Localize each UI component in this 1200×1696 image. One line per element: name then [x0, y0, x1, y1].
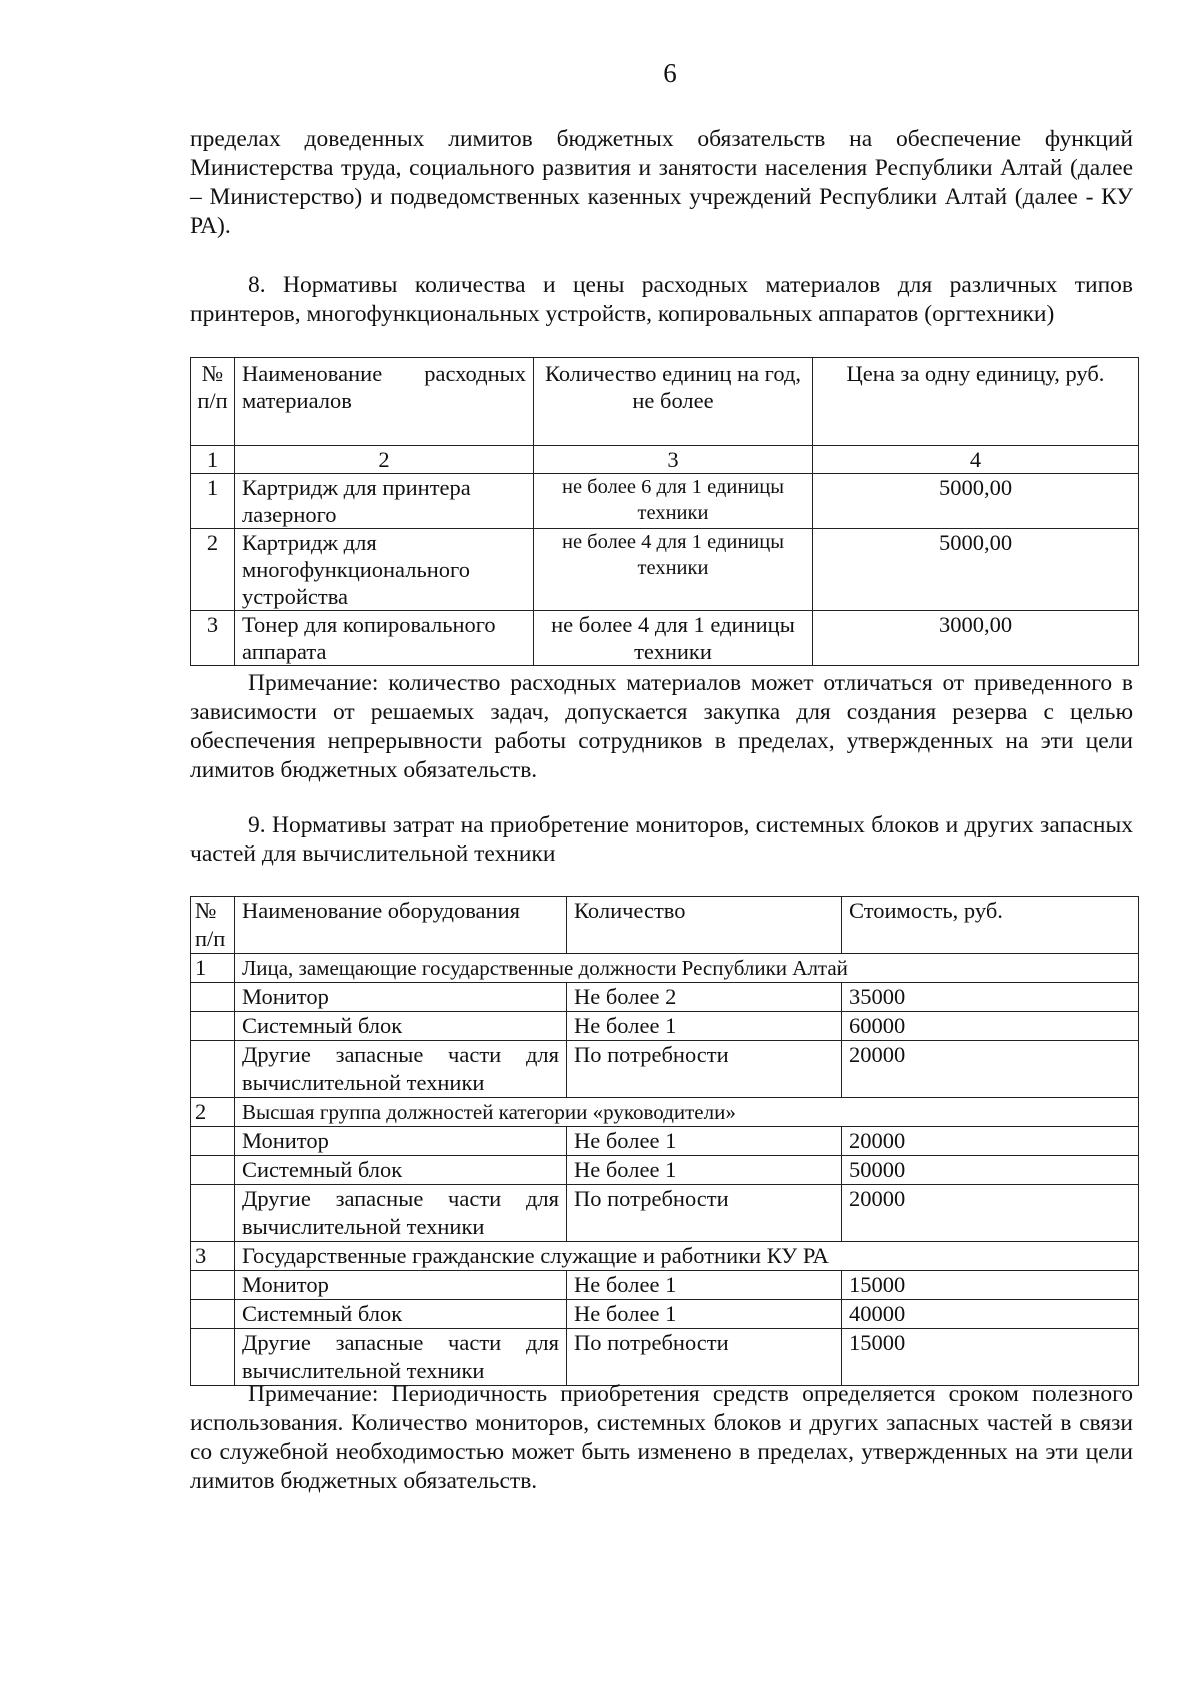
- material-quantity: не более 4 для 1 единицы техники: [534, 611, 813, 666]
- empty-cell: [191, 1127, 235, 1156]
- column-index-row: [191, 446, 1139, 474]
- material-name: Картридж для многофункционального устройства: [235, 529, 534, 611]
- row-number: 1: [191, 474, 235, 529]
- table-row: [191, 1127, 1139, 1156]
- group-number: 2: [191, 1098, 235, 1127]
- material-price: 5000,00: [813, 529, 1139, 611]
- material-name: Картридж для принтера лазерного: [235, 474, 534, 529]
- header-cell-quantity: Количество: [567, 897, 842, 954]
- empty-cell: [191, 1329, 235, 1386]
- index-cell: 1: [191, 446, 235, 474]
- table-row: [191, 1156, 1139, 1185]
- header-cell-number: № п/п: [191, 897, 235, 954]
- intro-paragraph: пределах доведенных лимитов бюджетных обязательств на обеспечение функций Министерства труда, социального развития и занятости населения Республики Алтай (далее – Министерство) и подведомственных казенных учреждений Республики Алтай (далее - КУ РА).: [190, 126, 1133, 239]
- table-row: [191, 1185, 1139, 1242]
- header-name-text: Наименование расходных материалов: [242, 361, 526, 413]
- section9-note: Примечание: Периодичность приобретения средств определяется сроком полезного использования. Количество мониторов, системных блоков и других запасных частей в связи со служебной необходимостью может быть изменено в пределах, утвержденных на эти цели лимитов бюджетных обязательств.: [190, 1381, 1133, 1494]
- table-row: [191, 474, 1139, 529]
- empty-cell: [191, 1156, 235, 1185]
- material-quantity: не более 6 для 1 единицы техники: [534, 474, 813, 529]
- equipment-cost: 40000: [842, 1300, 1139, 1329]
- page-number: 6: [663, 58, 677, 88]
- group-number: 1: [191, 954, 235, 983]
- section9-heading: 9. Нормативы затрат на приобретение мониторов, системных блоков и других запасных частей для вычислительной техники: [190, 812, 1133, 867]
- section8-note: Примечание: количество расходных материалов может отличаться от приведенного в зависимости от решаемых задач, допускается закупка для создания резерва с целью обеспечения непрерывности работы сотрудников в пределах, утвержденных на эти цели лимитов бюджетных обязательств.: [190, 670, 1133, 783]
- equipment-cost: 15000: [842, 1329, 1139, 1386]
- header-cell-name: [235, 358, 534, 446]
- group-row: [191, 1098, 1139, 1127]
- equipment-name: Монитор: [235, 983, 567, 1012]
- group-title: Государственные гражданские служащие и работники КУ РА: [235, 1242, 1139, 1271]
- index-cell: 4: [813, 446, 1139, 474]
- group-title: Лица, замещающие государственные должности Республики Алтай: [235, 954, 1139, 983]
- equipment-name-text: Другие запасные части для вычислительной техники: [242, 1330, 559, 1383]
- equipment-name: Монитор: [235, 1127, 567, 1156]
- empty-cell: [191, 1271, 235, 1300]
- header-cell-cost: Стоимость, руб.: [842, 897, 1139, 954]
- section8-heading: 8. Нормативы количества и цены расходных материалов для различных типов принтеров, многофункциональных устройств, копировальных аппаратов (оргтехники): [190, 272, 1133, 327]
- equipment-quantity: Не более 1: [567, 1271, 842, 1300]
- row-number: 2: [191, 529, 235, 611]
- equipment-cost: 20000: [842, 1041, 1139, 1098]
- material-price: 3000,00: [813, 611, 1139, 666]
- equipment-quantity: Не более 1: [567, 1156, 842, 1185]
- group-number: 3: [191, 1242, 235, 1271]
- consumables-table: [190, 357, 1139, 666]
- equipment-cost: 60000: [842, 1012, 1139, 1041]
- empty-cell: [191, 1300, 235, 1329]
- material-price: 5000,00: [813, 474, 1139, 529]
- equipment-quantity: Не более 1: [567, 1127, 842, 1156]
- equipment-quantity: Не более 2: [567, 983, 842, 1012]
- equipment-quantity: По потребности: [567, 1329, 842, 1386]
- group-row: [191, 954, 1139, 983]
- header-cell-number: № п/п: [191, 358, 235, 446]
- equipment-cost: 15000: [842, 1271, 1139, 1300]
- table-row: [191, 611, 1139, 666]
- equipment-name: Системный блок: [235, 1300, 567, 1329]
- table-row: [191, 983, 1139, 1012]
- equipment-name: [235, 1329, 567, 1386]
- equipment-name: Системный блок: [235, 1156, 567, 1185]
- group-row: [191, 1242, 1139, 1271]
- equipment-cost: 35000: [842, 983, 1139, 1012]
- table-row: [191, 1041, 1139, 1098]
- index-cell: 3: [534, 446, 813, 474]
- equipment-name: Монитор: [235, 1271, 567, 1300]
- equipment-name: [235, 1185, 567, 1242]
- table-header-row: [191, 897, 1139, 954]
- equipment-quantity: Не более 1: [567, 1300, 842, 1329]
- equipment-cost: 20000: [842, 1185, 1139, 1242]
- equipment-cost: 20000: [842, 1127, 1139, 1156]
- equipment-quantity: По потребности: [567, 1041, 842, 1098]
- table-row: [191, 1012, 1139, 1041]
- empty-cell: [191, 1185, 235, 1242]
- equipment-cost: 50000: [842, 1156, 1139, 1185]
- table-row: [191, 1271, 1139, 1300]
- equipment-name: [235, 1041, 567, 1098]
- header-cell-equipment: Наименование оборудования: [235, 897, 567, 954]
- header-cell-price: Цена за одну единицу, руб.: [813, 358, 1139, 446]
- equipment-name: Системный блок: [235, 1012, 567, 1041]
- material-name: Тонер для копировального аппарата: [235, 611, 534, 666]
- empty-cell: [191, 1041, 235, 1098]
- table-header-row: [191, 358, 1139, 446]
- index-cell: 2: [235, 446, 534, 474]
- equipment-name-text: Другие запасные части для вычислительной техники: [242, 1042, 559, 1095]
- equipment-quantity: Не более 1: [567, 1012, 842, 1041]
- table-row: [191, 1329, 1139, 1386]
- empty-cell: [191, 983, 235, 1012]
- material-quantity: не более 4 для 1 единицы техники: [534, 529, 813, 611]
- equipment-quantity: По потребности: [567, 1185, 842, 1242]
- header-cell-quantity: Количество единиц на год, не более: [534, 358, 813, 446]
- equipment-name-text: Другие запасные части для вычислительной техники: [242, 1186, 559, 1239]
- table-row: [191, 529, 1139, 611]
- group-title: Высшая группа должностей категории «руководители»: [235, 1098, 1139, 1127]
- table-row: [191, 1300, 1139, 1329]
- equipment-table: [190, 896, 1139, 1386]
- empty-cell: [191, 1012, 235, 1041]
- row-number: 3: [191, 611, 235, 666]
